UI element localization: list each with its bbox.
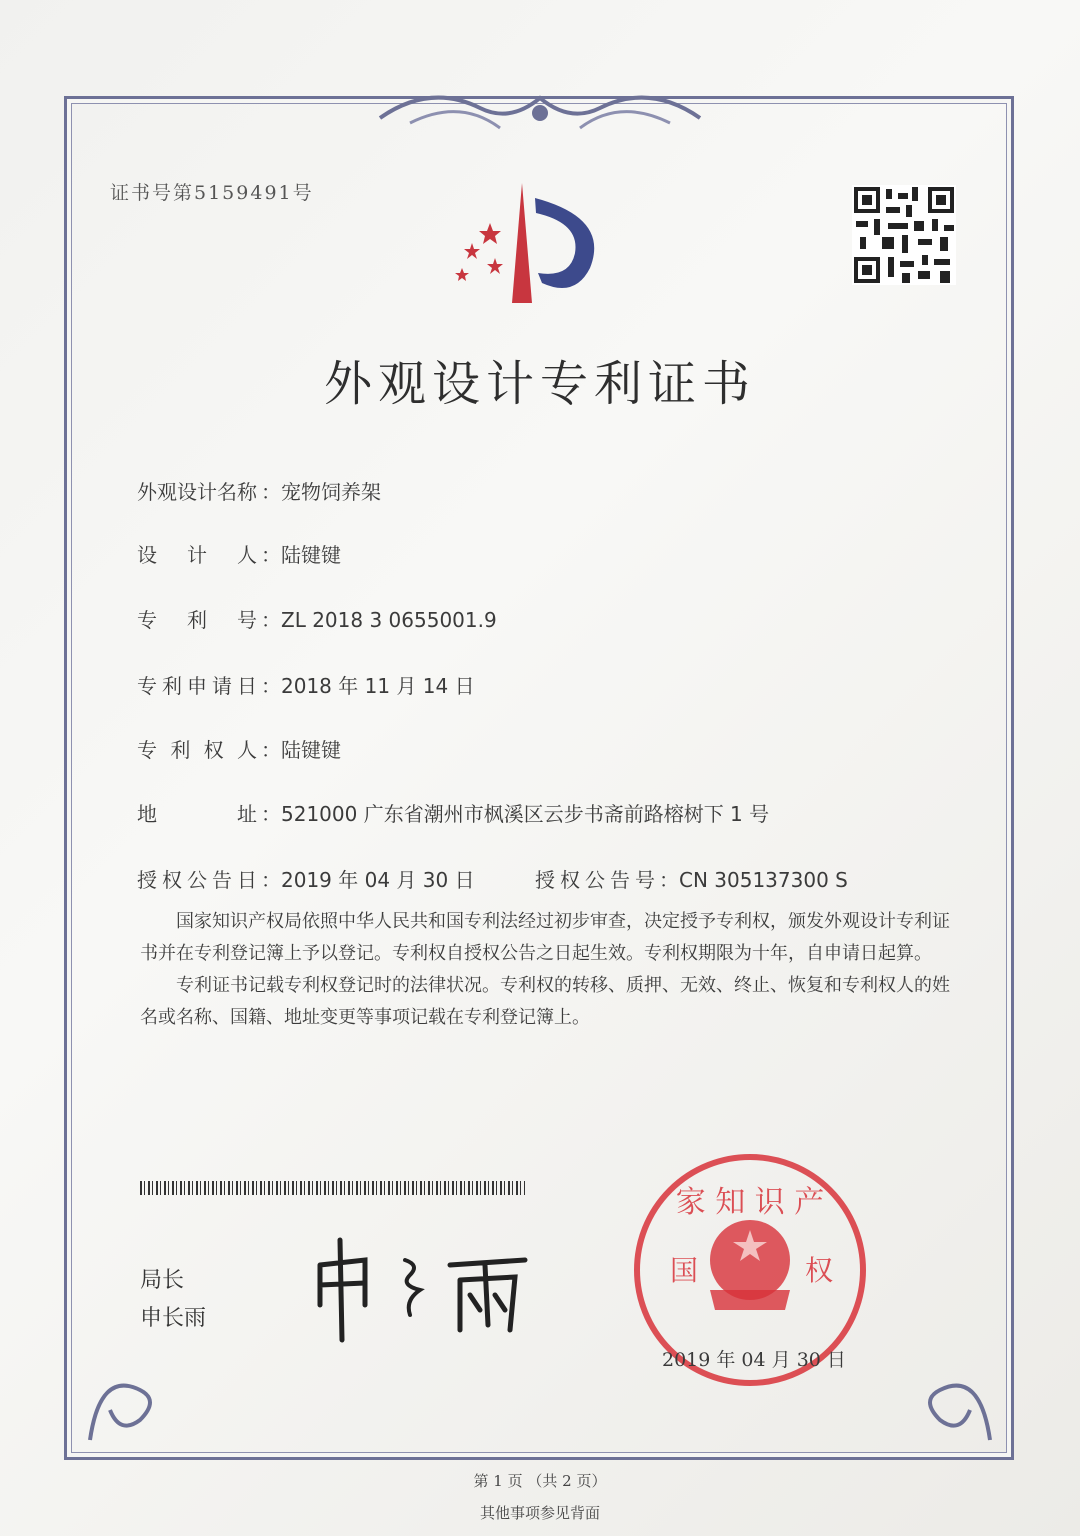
field-label: 授权公告日 <box>137 868 257 892</box>
paragraph: 国家知识产权局依照中华人民共和国专利法经过初步审查，决定授予专利权，颁发外观设计专利证书并在专利登记簿上予以登记。专利权自授权公告之日起生效。专利权期限为十年，自申请日起算。 <box>140 911 950 964</box>
field-label: 专利权人 <box>137 738 257 762</box>
field-label: 专利号 <box>137 608 257 632</box>
corner-ornament-left-icon <box>80 1340 170 1450</box>
footer-note: 其他事项参见背面 <box>479 1504 600 1522</box>
page-indicator: 第 1 页 （共 2 页） <box>473 1472 607 1490</box>
field-address: 地址 ：521000 广东省潮州市枫溪区云步书斋前路榕树下 1 号 <box>137 798 769 827</box>
patent-office-logo-icon <box>450 178 620 308</box>
field-designer: 设计人 ：陆键键 <box>137 539 341 568</box>
svg-text:国: 国 <box>670 1254 699 1287</box>
qr-code-icon <box>852 185 956 285</box>
field-grant-date: 授权公告日 ：2019 年 04 月 30 日 <box>137 864 475 893</box>
handwritten-signature <box>310 1235 540 1345</box>
field-label: 专利申请日 <box>137 674 257 698</box>
field-announcement-number: 授权公告号 ：CN 305137300 S <box>535 864 848 893</box>
signatory-title: 局长 <box>140 1268 185 1293</box>
field-label: 外观设计名称 <box>137 480 257 504</box>
field-value: ZL 2018 3 0655001.9 <box>281 608 497 632</box>
corner-ornament-right-icon <box>910 1340 1000 1450</box>
field-patentee: 专利权人 ：陆键键 <box>137 734 341 763</box>
field-value: 宠物饲养架 <box>281 480 381 504</box>
svg-text:权: 权 <box>805 1254 834 1287</box>
field-value: 陆键键 <box>281 543 341 567</box>
field-label: 授权公告号 <box>535 868 655 892</box>
svg-text:家 知 识 产: 家 知 识 产 <box>675 1185 825 1220</box>
seal-date: 2019 年 04 月 30 日 <box>662 1349 846 1371</box>
field-application-date: 专利申请日 ：2018 年 11 月 14 日 <box>137 670 475 699</box>
field-label: 设计人 <box>137 543 257 567</box>
signatory-name: 申长雨 <box>140 1306 207 1331</box>
field-value: 521000 广东省潮州市枫溪区云步书斋前路榕树下 1 号 <box>281 802 770 826</box>
field-patent-number: 专利号 ：ZL 2018 3 0655001.9 <box>137 604 497 633</box>
field-design-name: 外观设计名称 ：宠物饲养架 <box>137 476 381 505</box>
field-value: 陆键键 <box>281 738 341 762</box>
field-label: 地址 <box>137 802 257 826</box>
top-ornament-icon <box>370 78 710 148</box>
barcode <box>140 1181 525 1195</box>
field-value: 2018 年 11 月 14 日 <box>281 674 475 698</box>
certificate-number: 证书号第5159491号 <box>110 182 314 204</box>
paragraph: 专利证书记载专利权登记时的法律状况。专利权的转移、质押、无效、终止、恢复和专利权人的姓名或名称、国籍、地址变更等事项记载在专利登记簿上。 <box>140 975 950 1028</box>
field-value: CN 305137300 S <box>679 868 848 892</box>
field-value: 2019 年 04 月 30 日 <box>281 868 475 892</box>
certificate-title: 外观设计专利证书 <box>323 356 756 412</box>
legal-text <box>140 906 960 1034</box>
